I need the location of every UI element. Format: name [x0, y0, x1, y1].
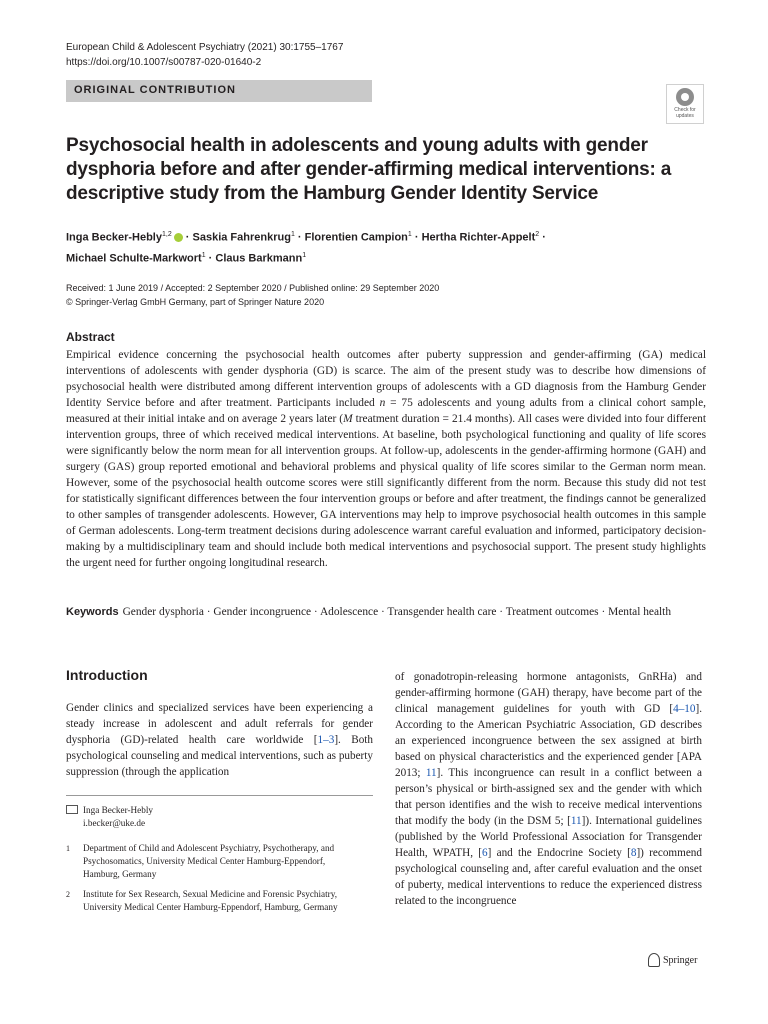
article-dates: Received: 1 June 2019 / Accepted: 2 September 2020 / Published online: 29 September 2020: [66, 283, 440, 293]
affiliation-text: Institute for Sex Research, Sexual Medicine and Forensic Psychiatry, University Medical Center Hamburg-Eppendorf, Hamburg, Germany: [83, 889, 338, 912]
keywords-label: Keywords: [66, 606, 119, 618]
abstract-text: Empirical evidence concerning the psychosocial health outcomes after puberty suppression and gender-affirming (GA) medical interventions of adolescents with gender dysphoria (GD) is scarce. The aim of the present study was to describe how dimensions of psychosocial health were distributed among different intervention groups of adolescents with a GD diagnosis from the Hamburg Gender Identity Service before and after treatment. Participants included n = 75 adolescents and young adults from a clinical cohort sample, measured at their initial intake and on average 2 years later (M treatment duration = 21.4 months). All cases were divided into four different intervention groups, three of which received medical interventions. At baseline, both psychological functioning and quality of life scores were significantly below the norm mean for all intervention groups. At follow-up, adolescents in the gender-affirming hormone (GAH) and surgery (GAS) group reported emotional and behavioral problems and physical quality of life scores similar to the German norm mean. However, some of the psychosocial health outcome scores were still significantly different from the norm. Because this study did not test for statistically significant differences between the four intervention groups or before and after treatment, the findings cannot be generalized to other samples of transgender adolescents. However, GA interventions may help to improve psychosocial health outcomes in this sample of German adolescents. Long-term treatment decisions during adolescence warrant careful evaluation and informed, participatory decision-making by a multidisciplinary team and should include both medical interventions and psychosocial support. The present study highlights the urgent need for further ongoing longitudinal research.: [66, 349, 707, 569]
affiliation-mark: 1: [66, 844, 70, 853]
envelope-icon: [66, 804, 78, 817]
author-name[interactable]: Saskia Fahrenkrug: [192, 231, 291, 244]
doi-link[interactable]: https://doi.org/10.1007/s00787-020-01640-2: [66, 57, 262, 68]
author-affiliation-mark: 1: [201, 251, 206, 259]
journal-name-line: European Child & Adolescent Psychiatry (2021) 30:1755–1767: [66, 42, 344, 53]
update-icon: [676, 88, 694, 106]
citation-link[interactable]: 11: [570, 815, 582, 827]
affiliation-text: Department of Child and Adolescent Psychiatry, Psychotherapy, and Psychosomatics, University Medical Center Hamburg-Eppendorf, Hamburg, Germany: [83, 843, 335, 879]
author-name[interactable]: Hertha Richter-Appelt: [421, 231, 536, 244]
intro-column-right: of gonadotropin-releasing hormone antagonists, GnRHa) and gender-affirming hormone (GAH) therapy, have become part of the clinical management guidelines for youth with GD [4–10]. According to the American Psychiatric Association, GD describes an experienced incongruence between the sex assigned at birth based on physical characteristics and the experienced gender [APA 2013; 11]. This incongruence can result in a conflict between a person’s physical or birth-assigned sex and the gender with which that person identifies and the wish to receive medical interventions that modify the body (in the DSM 5; [11]). International guidelines (published by the World Professional Association for Transgender Health, WPATH, [6] and the Endocrine Society [8]) recommend psychological counseling and, after careful evaluation and the onset of puberty, medical interventions to reduce the experienced distress related to the incongruence: [395, 671, 703, 907]
badge-text-2: updates: [676, 113, 694, 119]
copyright-notice: © Springer-Verlag GmbH Germany, part of Springer Nature 2020: [66, 297, 325, 307]
citation-link[interactable]: 6: [482, 847, 488, 859]
author-name[interactable]: Inga Becker-Hebly: [66, 231, 162, 244]
contact-email[interactable]: i.becker@uke.de: [83, 818, 146, 828]
springer-horse-icon: [648, 953, 660, 967]
author-affiliation-mark: 1: [302, 251, 307, 259]
intro-column-left: Gender clinics and specialized services have been experiencing a steady increase in adolescent and adult referrals for gender dysphoria (GD)-related health care worldwide [1–3]. Both psychological counseling and medical interventions, such as puberty suppression (through the application: [66, 702, 374, 778]
abstract-heading: Abstract: [66, 330, 115, 344]
author-affiliation-mark: 1,2: [161, 231, 172, 238]
keywords: [66, 604, 706, 621]
author-name[interactable]: Michael Schulte-Markwort: [66, 252, 202, 265]
author-affiliation-mark: 2: [535, 231, 540, 238]
citation-link[interactable]: 8: [630, 847, 637, 859]
publisher-logo: [648, 953, 697, 967]
affiliation-mark: 2: [66, 890, 70, 899]
contact-name: Inga Becker-Hebly: [83, 805, 153, 815]
journal-citation: [66, 40, 343, 70]
author-affiliation-mark: 1: [290, 231, 295, 238]
section-heading-introduction: Introduction: [66, 667, 148, 683]
article-type-banner: [66, 80, 372, 102]
check-for-updates-badge[interactable]: [666, 84, 704, 124]
publication-history: [66, 281, 706, 309]
author-name[interactable]: Claus Barkmann: [215, 252, 303, 265]
publisher-name: Springer: [663, 954, 698, 966]
article-type-label: ORIGINAL CONTRIBUTION: [74, 84, 236, 96]
article-title: Psychosocial health in adolescents and young adults with gender dysphoria before and after gender-affirming medical interventions: a descriptive study from the Hamburg Gender Identity Service: [66, 135, 672, 204]
author-list: Inga Becker-Hebly$^{1,2}$ · Saskia Fahrenkrug$^1$ · Florentien Campion$^1$ · Hertha Richter-Appelt$^2$ · Michael Schulte-Markwort$^1$ · Claus Barkmann$^1$: [66, 231, 546, 265]
author-name[interactable]: Florentien Campion: [304, 231, 408, 244]
keywords-text: Gender dysphoria · Gender incongruence · Adolescence · Transgender health care · Treatment outcomes · Mental health: [122, 606, 672, 618]
author-affiliation-mark: 1: [407, 231, 412, 238]
orcid-icon[interactable]: [174, 233, 183, 242]
badge-text-1: Check for: [674, 107, 696, 113]
citation-link[interactable]: 4–10: [673, 703, 696, 715]
citation-link[interactable]: 1–3: [317, 734, 335, 746]
citation-link[interactable]: 11: [425, 767, 437, 779]
footnote-divider: [66, 795, 373, 796]
